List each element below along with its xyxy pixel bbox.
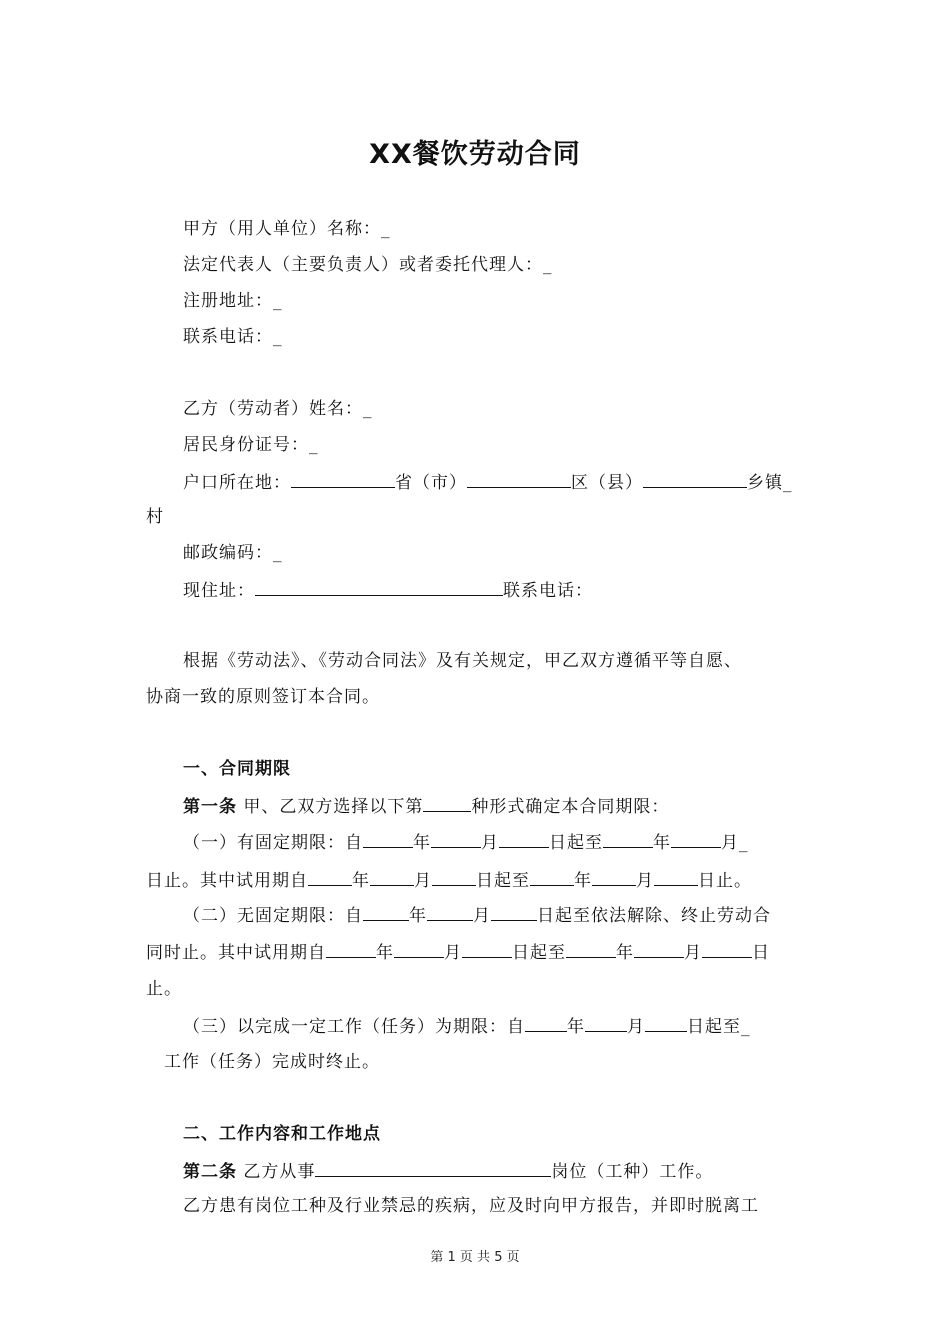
month-unit: 月: [627, 1017, 645, 1037]
year-unit: 年: [409, 906, 427, 926]
from-unit: 日起至: [476, 871, 530, 891]
year-unit: 年: [616, 943, 634, 963]
page-number: 第 1 页 共 5 页: [430, 1250, 520, 1265]
end-unit: 日止。: [698, 871, 752, 891]
year-unit: 年: [376, 943, 394, 963]
town-blank: [643, 469, 747, 488]
party-a-phone: 联系电话：_: [183, 327, 283, 347]
preamble-line-1: 根据《劳动法》、《劳动合同法》及有关规定，甲乙双方遵循平等自愿、: [183, 651, 742, 671]
open-term-line-3: 止。: [146, 979, 182, 999]
day-unit: 日: [752, 943, 770, 963]
party-a-representative: 法定代表人（主要负责人）或者委托代理人：_: [183, 255, 553, 275]
blank: [634, 939, 684, 958]
blank: [566, 939, 616, 958]
blank: [462, 939, 512, 958]
party-b-postcode: 邮政编码：_: [183, 543, 283, 563]
blank: [592, 867, 636, 886]
blank: [427, 902, 473, 921]
article-1: [183, 793, 669, 819]
probation-label: 同时止。其中试用期自: [146, 943, 326, 963]
article-2-text-a: 乙方从事: [243, 1162, 316, 1182]
blank: [363, 829, 413, 848]
party-b-hukou: [183, 469, 793, 495]
article-1-label: 第一条: [183, 797, 237, 817]
year-unit: 年: [567, 1017, 585, 1037]
article-2-label: 第二条: [183, 1162, 237, 1182]
hukou-label: 户口所在地：: [183, 473, 291, 493]
article-1-text-a: 甲、乙双方选择以下第: [243, 797, 424, 817]
party-b-phone-label: 联系电话：: [503, 581, 593, 601]
party-a-address: 注册地址：_: [183, 291, 283, 311]
province-text: 省（市）: [395, 473, 467, 493]
blank: [326, 939, 376, 958]
town-text: 乡镇_: [747, 473, 793, 493]
open-term-line-1: [183, 902, 771, 928]
preamble-line-2: 协商一致的原则签订本合同。: [146, 687, 380, 707]
from-unit: 日起至: [512, 943, 566, 963]
contract-title: XX餐饮劳动合同: [369, 139, 581, 170]
probation-label: 日止。其中试用期自: [146, 871, 308, 891]
year-unit: 年: [352, 871, 370, 891]
task-term-line-1: [183, 1013, 751, 1039]
district-text: 区（县）: [571, 473, 643, 493]
fixed-term-line-2: [146, 867, 752, 893]
month-unit: 月_: [721, 833, 749, 853]
month-unit: 月: [473, 906, 491, 926]
section-1-heading: 一、合同期限: [183, 759, 291, 779]
task-term-label: （三）以完成一定工作（任务）为期限：自: [183, 1017, 525, 1037]
open-term-label: （二）无固定期限：自: [183, 906, 363, 926]
blank: [431, 829, 481, 848]
province-blank: [291, 469, 395, 488]
blank: [394, 939, 444, 958]
fixed-term-line-1: [183, 829, 749, 855]
month-unit: 月: [636, 871, 654, 891]
fixed-term-label: （一）有固定期限：自: [183, 833, 363, 853]
residence-blank: [255, 577, 503, 596]
section-2-heading: 二、工作内容和工作地点: [183, 1124, 381, 1144]
blank: [491, 902, 537, 921]
month-unit: 月: [414, 871, 432, 891]
form-number-blank: [423, 793, 471, 812]
blank: [363, 902, 409, 921]
article-2-text-b: 岗位（工种）工作。: [551, 1162, 714, 1182]
open-term-line-2: [146, 939, 770, 965]
open-term-tail: 日起至依法解除、终止劳动合: [537, 906, 771, 926]
residence-label: 现住址：: [183, 581, 255, 601]
blank: [530, 867, 574, 886]
district-blank: [467, 469, 571, 488]
blank: [525, 1013, 567, 1032]
party-a-name: 甲方（用人单位）名称：_: [183, 219, 391, 239]
blank: [432, 867, 476, 886]
blank: [702, 939, 752, 958]
month-unit: 月: [444, 943, 462, 963]
year-unit: 年: [653, 833, 671, 853]
party-b-name: 乙方（劳动者）姓名：_: [183, 399, 373, 419]
month-unit: 月: [481, 833, 499, 853]
blank: [603, 829, 653, 848]
year-unit: 年: [574, 871, 592, 891]
month-unit: 月: [684, 943, 702, 963]
blank: [585, 1013, 627, 1032]
position-blank: [315, 1158, 551, 1177]
article-2-line-2: 乙方患有岗位工种及行业禁忌的疾病，应及时向甲方报告，并即时脱离工: [183, 1196, 759, 1216]
blank: [654, 867, 698, 886]
blank: [499, 829, 549, 848]
hukou-village: 村: [146, 507, 164, 527]
blank: [370, 867, 414, 886]
blank: [645, 1013, 687, 1032]
party-b-id-number: 居民身份证号：_: [183, 435, 319, 455]
from-unit: 日起至: [549, 833, 603, 853]
year-unit: 年: [413, 833, 431, 853]
blank: [308, 867, 352, 886]
article-2: [183, 1158, 713, 1184]
article-1-text-b: 种形式确定本合同期限：: [471, 797, 670, 817]
blank: [671, 829, 721, 848]
from-unit: 日起至_: [687, 1017, 751, 1037]
task-term-line-2: 工作（任务）完成时终止。: [164, 1052, 380, 1072]
party-b-residence: [183, 577, 593, 603]
